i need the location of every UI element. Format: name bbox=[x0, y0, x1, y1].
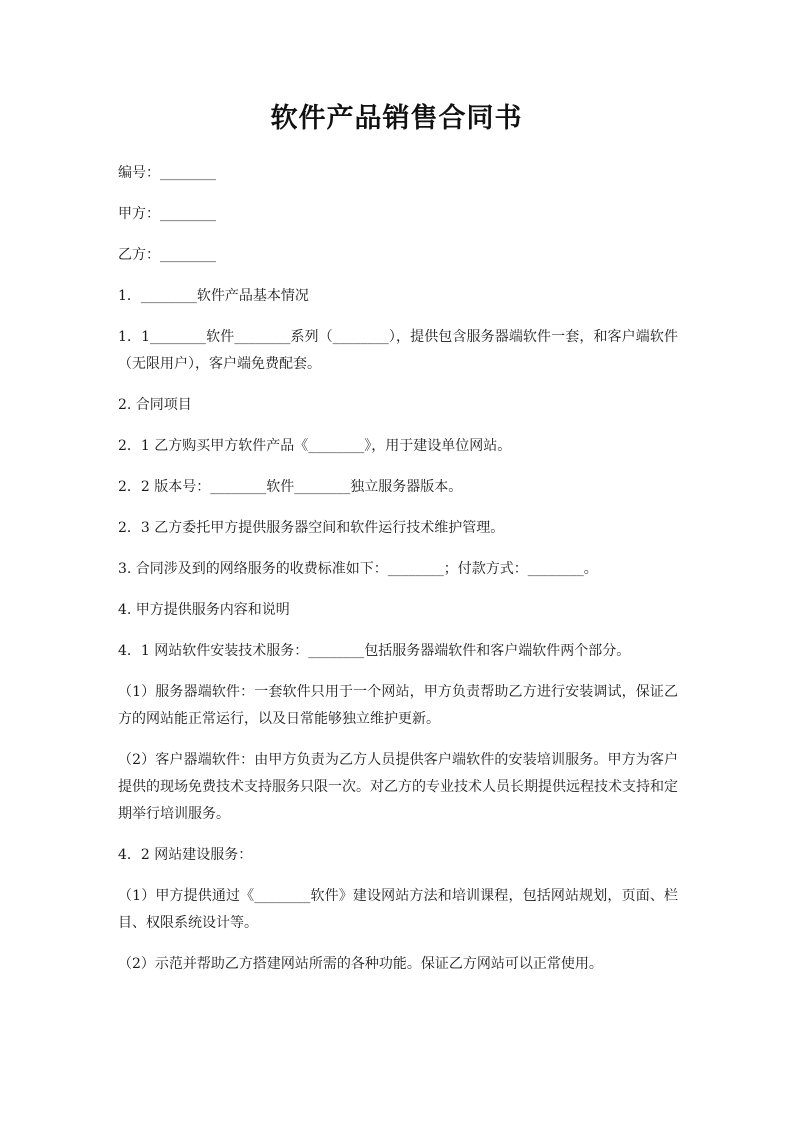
paragraph-section-4-2-item-2: （2）示范并帮助乙方搭建网站所需的各种功能。保证乙方网站可以正常使用。 bbox=[118, 956, 603, 972]
paragraph-section-4-2-item-1: （1）甲方提供通过《________软件》建设网站方法和培训课程，包括网站规划，页面、栏目、权限系统设计等。 bbox=[118, 888, 678, 931]
paragraph-section-2-2: 2．2 版本号：________软件________独立服务器版本。 bbox=[118, 479, 463, 495]
paragraph-section-4-1-item-1: （1）服务器端软件：一套软件只用于一个网站，甲方负责帮助乙方进行安装调试，保证乙方的网站能正常运行，以及日常能够独立维护更新。 bbox=[118, 684, 678, 727]
paragraph-contract-number: 编号：________ bbox=[118, 165, 216, 181]
paragraph-section-4-1-item-2: （2）客户器端软件：由甲方负责为乙方人员提供客户端软件的安装培训服务。甲方为客户提供的现场免费技术支持服务只限一次。对乙方的专业技术人员长期提供远程技术支持和定期举行培训服务。 bbox=[118, 752, 678, 822]
paragraph-section-4-1: 4．1 网站软件安装技术服务：________包括服务器端软件和客户端软件两个部分。 bbox=[118, 643, 631, 659]
paragraph-section-1-heading: 1．________软件产品基本情况 bbox=[118, 288, 309, 304]
document-body bbox=[118, 160, 678, 992]
paragraph-section-2-3: 2．3 乙方委托甲方提供服务器空间和软件运行技术维护管理。 bbox=[118, 520, 505, 536]
paragraph-party-b: 乙方：________ bbox=[118, 247, 216, 263]
paragraph-party-a: 甲方：________ bbox=[118, 206, 216, 222]
paragraph-section-3: 3. 合同涉及到的网络服务的收费标准如下：________；付款方式：________。 bbox=[118, 561, 598, 577]
paragraph-section-4-heading: 4. 甲方提供服务内容和说明 bbox=[118, 602, 290, 618]
paragraph-section-2-heading: 2. 合同项目 bbox=[118, 397, 192, 413]
paragraph-section-2-1: 2．1 乙方购买甲方软件产品《________》，用于建设单位网站。 bbox=[118, 438, 512, 454]
document-title: 软件产品销售合同书 bbox=[270, 103, 523, 134]
paragraph-section-1-1: 1．1________软件________系列（________），提供包含服务器端软件一套，和客户端软件（无限用户），客户端免费配套。 bbox=[118, 329, 678, 372]
paragraph-section-4-2: 4．2 网站建设服务： bbox=[118, 847, 253, 863]
